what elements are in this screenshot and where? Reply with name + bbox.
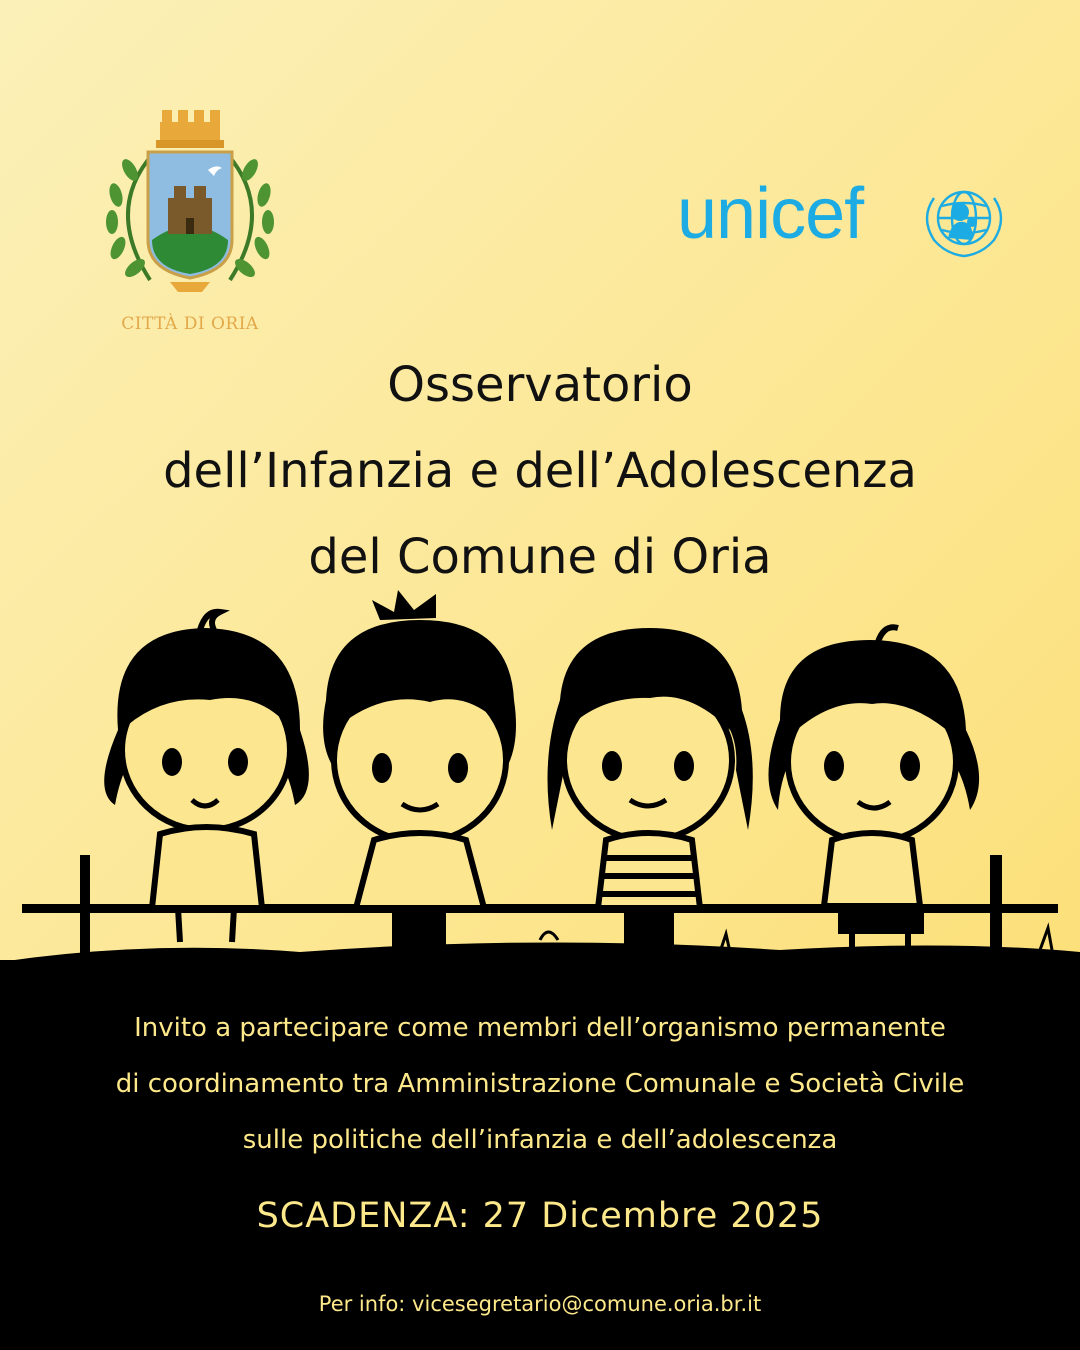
- invito-line-2: di coordinamento tra Amministrazione Comunale e Società Civile: [115, 1069, 965, 1099]
- invito-line-1: Invito a partecipare come membri dell’organismo permanente: [134, 1013, 946, 1043]
- city-coat-of-arms-icon: [90, 100, 290, 300]
- invito-line-3: sulle politiche dell’infanzia e dell’adolescenza: [242, 1125, 838, 1155]
- title-line-3: del Comune di Oria: [308, 529, 772, 585]
- page-title: [40, 342, 1040, 600]
- invitation-text: [20, 1000, 1060, 1168]
- children-fence-illustration-icon: [0, 590, 1080, 990]
- contact-info: Per info: vicesegretario@comune.oria.br.it: [318, 1292, 762, 1316]
- title-line-1: Osservatorio: [387, 357, 693, 413]
- deadline-text: SCADENZA: 27 Dicembre 2025: [256, 1196, 824, 1236]
- unicef-wordmark: unicef: [677, 174, 864, 254]
- unicef-emblem-icon: [916, 178, 1012, 262]
- crest-caption: CITTÀ DI ORIA: [121, 314, 259, 334]
- title-line-2: dell’Infanzia e dell’Adolescenza: [163, 443, 917, 499]
